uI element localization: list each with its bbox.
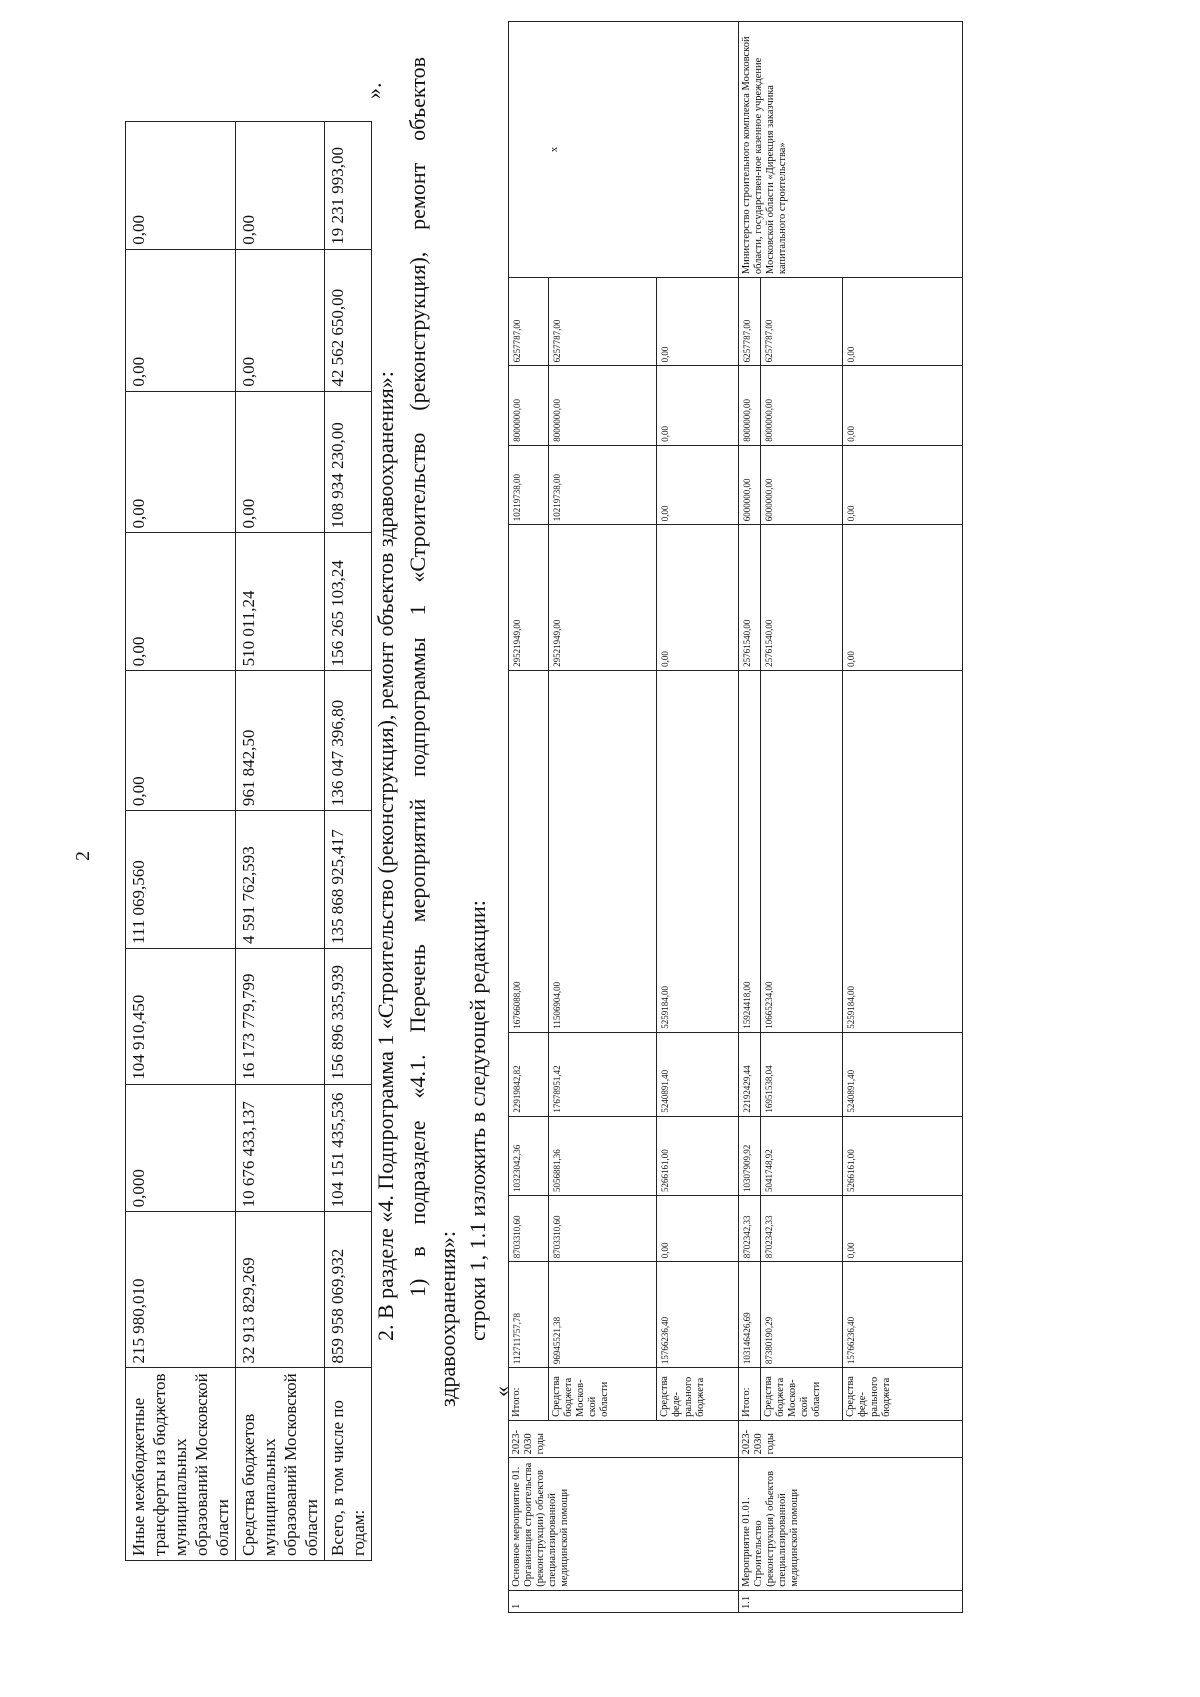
result-cell: x [509, 22, 739, 278]
summary-cell: 156 896 335,939 [325, 948, 372, 1084]
summary-cell: 0,00 [126, 671, 236, 811]
value-cell: 8000000,00 [549, 366, 657, 445]
value-cell: 8000000,00 [509, 366, 549, 445]
value-cell: 0,00 [843, 366, 963, 445]
value-cell: 16766088,00 [509, 670, 549, 1032]
value-cell: 8702342,33 [739, 1196, 761, 1262]
value-cell: 8000000,00 [761, 366, 843, 445]
measure-years: 2023-2030 годы [509, 1420, 739, 1458]
funding-source: Средства феде-рального бюджета [657, 1368, 739, 1421]
value-cell: 8703310,60 [509, 1196, 549, 1262]
value-cell: 5056881,36 [549, 1116, 657, 1195]
summary-cell: 136 047 396,80 [325, 671, 372, 811]
value-cell: 10665234,00 [761, 670, 843, 1032]
value-cell: 15766236,40 [657, 1262, 739, 1368]
value-cell: 6257787,00 [739, 278, 761, 366]
value-cell: 5259184,00 [657, 670, 739, 1032]
page-number: 2 [72, 851, 94, 861]
value-cell: 0,00 [843, 525, 963, 671]
funding-source: Средства бюджета Москов-ской области [549, 1368, 657, 1421]
value-cell: 6000000,00 [761, 445, 843, 524]
summary-row [236, 122, 325, 1561]
summary-cell: 0,00 [126, 391, 236, 533]
measure-name: Мероприятие 01.01. Строительство (реконструкция) объектов специализированной медицинской помощи [739, 1458, 963, 1590]
text-line-2: 1) в подразделе «4.1. Перечень мероприятий подпрограммы 1 «Строительство (реконструкция), ремонт объектов [405, 57, 430, 1297]
funding-source: Средства бюджета Москов-ской области [761, 1368, 843, 1421]
value-cell: 0,00 [843, 1196, 963, 1262]
table-row [509, 22, 549, 1613]
value-cell: 22192429,44 [739, 1032, 761, 1116]
summary-row-label: Иные межбюджетные трансферты из бюджетов муниципальных образований Московской области [126, 1368, 236, 1561]
summary-cell: 104 910,450 [126, 948, 236, 1084]
value-cell: 17678951,42 [549, 1032, 657, 1116]
summary-cell: 0,00 [236, 249, 325, 391]
summary-cell: 961 842,50 [236, 671, 325, 811]
summary-cell: 0,00 [126, 533, 236, 671]
row-number: 1 [509, 1590, 739, 1612]
value-cell: 10219738,00 [549, 445, 657, 524]
value-cell: 11506904,00 [549, 670, 657, 1032]
summary-row-label: Средства бюджетов муниципальных образований Московской области [236, 1368, 325, 1561]
funding-source: Средства феде-рального бюджета [843, 1368, 963, 1421]
responsible-executor: Министерство строительного комплекса Московской области, государствен-ное казенное учреждение Московской области «Дирекция заказчика капитального строительства» [739, 22, 963, 278]
summary-cell: 0,00 [126, 122, 236, 250]
summary-cell: 10 676 433,137 [236, 1084, 325, 1212]
value-cell: 8000000,00 [739, 366, 761, 445]
value-cell: 10219738,00 [509, 445, 549, 524]
summary-cell: 19 231 993,00 [325, 122, 372, 250]
summary-cell: 215 980,010 [126, 1212, 236, 1368]
value-cell: 0,00 [657, 525, 739, 671]
summary-cell: 104 151 435,536 [325, 1084, 372, 1212]
summary-cell: 510 011,24 [236, 533, 325, 671]
value-cell: 0,00 [657, 1196, 739, 1262]
summary-cell: 16 173 779,799 [236, 948, 325, 1084]
value-cell: 0,00 [657, 445, 739, 524]
text-line-4: строки 1, 1.1 изложить в следующей редакции: [465, 900, 490, 1341]
closing-quote: ». [361, 82, 386, 99]
value-cell: 0,00 [657, 278, 739, 366]
value-cell: 25761540,00 [739, 525, 761, 671]
summary-cell: 135 868 925,417 [325, 811, 372, 949]
value-cell: 87380190,29 [761, 1262, 843, 1368]
text-line-3: здравоохранения»: [435, 1230, 460, 1407]
summary-cell: 859 958 069,932 [325, 1212, 372, 1368]
detail-table [508, 21, 963, 1613]
summary-cell: 42 562 650,00 [325, 249, 372, 391]
value-cell: 6257787,00 [509, 278, 549, 366]
summary-cell: 4 591 762,593 [236, 811, 325, 949]
value-cell: 5240891,40 [843, 1032, 963, 1116]
open-quote: « [489, 1386, 514, 1397]
summary-row-label: Всего, в том числе по годам: [325, 1368, 372, 1561]
value-cell: 8702342,33 [761, 1196, 843, 1262]
summary-cell: 0,00 [126, 249, 236, 391]
summary-cell: 0,000 [126, 1084, 236, 1212]
value-cell: 6000000,00 [739, 445, 761, 524]
summary-cell: 0,00 [236, 122, 325, 250]
value-cell: 0,00 [843, 278, 963, 366]
value-cell: 5041748,92 [761, 1116, 843, 1195]
value-cell: 6257787,00 [549, 278, 657, 366]
measure-name: Основное мероприятие 01. Организация строительства (реконструкции) объектов специализированной медицинской помощи [509, 1458, 739, 1590]
value-cell: 112711757,78 [509, 1262, 549, 1368]
summary-cell: 0,00 [236, 391, 325, 533]
summary-total-row [325, 122, 372, 1561]
value-cell: 8703310,60 [549, 1196, 657, 1262]
value-cell: 29521949,00 [549, 525, 657, 671]
value-cell: 15924418,00 [739, 670, 761, 1032]
summary-row [126, 122, 236, 1561]
measure-years: 2023-2030 годы [739, 1420, 963, 1458]
value-cell: 10307909,92 [739, 1116, 761, 1195]
value-cell: 16951538,04 [761, 1032, 843, 1116]
row-number: 1.1 [739, 1590, 963, 1612]
value-cell: 103146426,69 [739, 1262, 761, 1368]
value-cell: 25761540,00 [761, 525, 843, 671]
value-cell: 29521949,00 [509, 525, 549, 671]
summary-cell: 156 265 103,24 [325, 533, 372, 671]
value-cell: 10323042,36 [509, 1116, 549, 1195]
value-cell: 5266161,00 [657, 1116, 739, 1195]
table-row [739, 22, 761, 1613]
value-cell: 5259184,00 [843, 670, 963, 1032]
text-line-1: 2. В разделе «4. Подпрограмма 1 «Строительство (реконструкция), ремонт объектов здравоохранения»: [373, 371, 398, 1341]
value-cell: 96945521,38 [549, 1262, 657, 1368]
summary-cell: 108 934 230,00 [325, 391, 372, 533]
summary-cell: 32 913 829,269 [236, 1212, 325, 1368]
value-cell: 15766236,40 [843, 1262, 963, 1368]
summary-table [125, 121, 372, 1561]
value-cell: 5240891,40 [657, 1032, 739, 1116]
funding-source: Итого: [509, 1368, 549, 1421]
value-cell: 5266161,00 [843, 1116, 963, 1195]
value-cell: 22919842,82 [509, 1032, 549, 1116]
funding-source: Итого: [739, 1368, 761, 1421]
value-cell: 0,00 [843, 445, 963, 524]
value-cell: 0,00 [657, 366, 739, 445]
value-cell: 6257787,00 [761, 278, 843, 366]
summary-cell: 111 069,560 [126, 811, 236, 949]
